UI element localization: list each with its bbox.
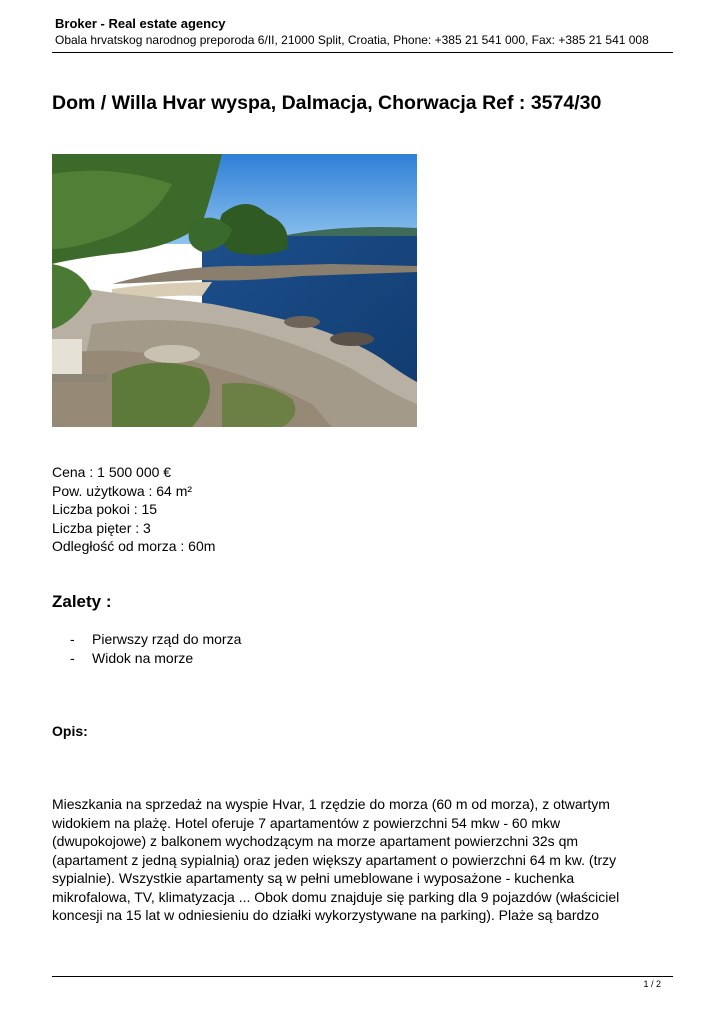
advantages-list xyxy=(70,630,241,668)
description-text xyxy=(52,795,682,925)
property-facts xyxy=(52,463,215,556)
description-line: widokiem na plażę. Hotel oferuje 7 apartamentów z powierzchni 54 mkw - 60 mkw xyxy=(52,814,561,831)
list-dash: - xyxy=(70,650,75,666)
fact-sea-distance: Odległość od morza : 60m xyxy=(52,538,216,554)
list-item xyxy=(70,649,241,668)
description-line: Mieszkania na sprzedaż na wyspie Hvar, 1 rzędzie do morza (60 m od morza), z otwartym xyxy=(52,796,610,812)
header-divider xyxy=(52,52,673,53)
fact-price: Cena : 1 500 000 € xyxy=(52,464,172,480)
description-line: mikrofalowa, TV, klimatyzacja ... Obok domu znajduje się parking dla 9 pojazdów (właściciel xyxy=(52,888,620,905)
description-line: (apartament z jedną sypialnią) oraz jeden większy apartament o powierzchni 64 m kw. (trzy xyxy=(52,851,617,868)
page-title: Dom / Willa Hvar wyspa, Dalmacja, Chorwacja Ref : 3574/30 xyxy=(52,92,602,114)
footer-divider xyxy=(52,976,673,977)
description-line: koncesji na 15 lat w odniesieniu do działki wykorzystywane na parking). Plaże są bardzo xyxy=(52,907,600,923)
list-item xyxy=(70,630,241,649)
company-address: Obala hrvatskog narodnog preporoda 6/II, 21000 Split, Croatia, Phone: +385 21 541 000, Fax: +385 21 541 008 xyxy=(55,33,649,47)
description-line: (dwupokojowe) z balkonem wychodzącym na morze apartament powierzchni 32s qm xyxy=(52,833,579,849)
advantages-heading: Zalety : xyxy=(52,592,112,611)
description-line: sypialnie). Wszystkie apartamenty są w pełni umeblowane i wyposażone - kuchenka xyxy=(52,870,575,886)
advantage-text: Pierwszy rząd do morza xyxy=(92,631,242,647)
document-header xyxy=(55,16,675,48)
page-number: 1 / 2 xyxy=(643,979,661,989)
description-heading: Opis: xyxy=(52,723,88,739)
fact-floors: Liczba pięter : 3 xyxy=(52,519,151,536)
fact-area: Pow. użytkowa : 64 m² xyxy=(52,482,193,499)
list-dash: - xyxy=(70,631,75,647)
property-photo xyxy=(52,154,417,427)
advantage-text: Widok na morze xyxy=(92,650,194,666)
fact-rooms: Liczba pokoi : 15 xyxy=(52,501,158,517)
company-name: Broker - Real estate agency xyxy=(55,16,226,31)
